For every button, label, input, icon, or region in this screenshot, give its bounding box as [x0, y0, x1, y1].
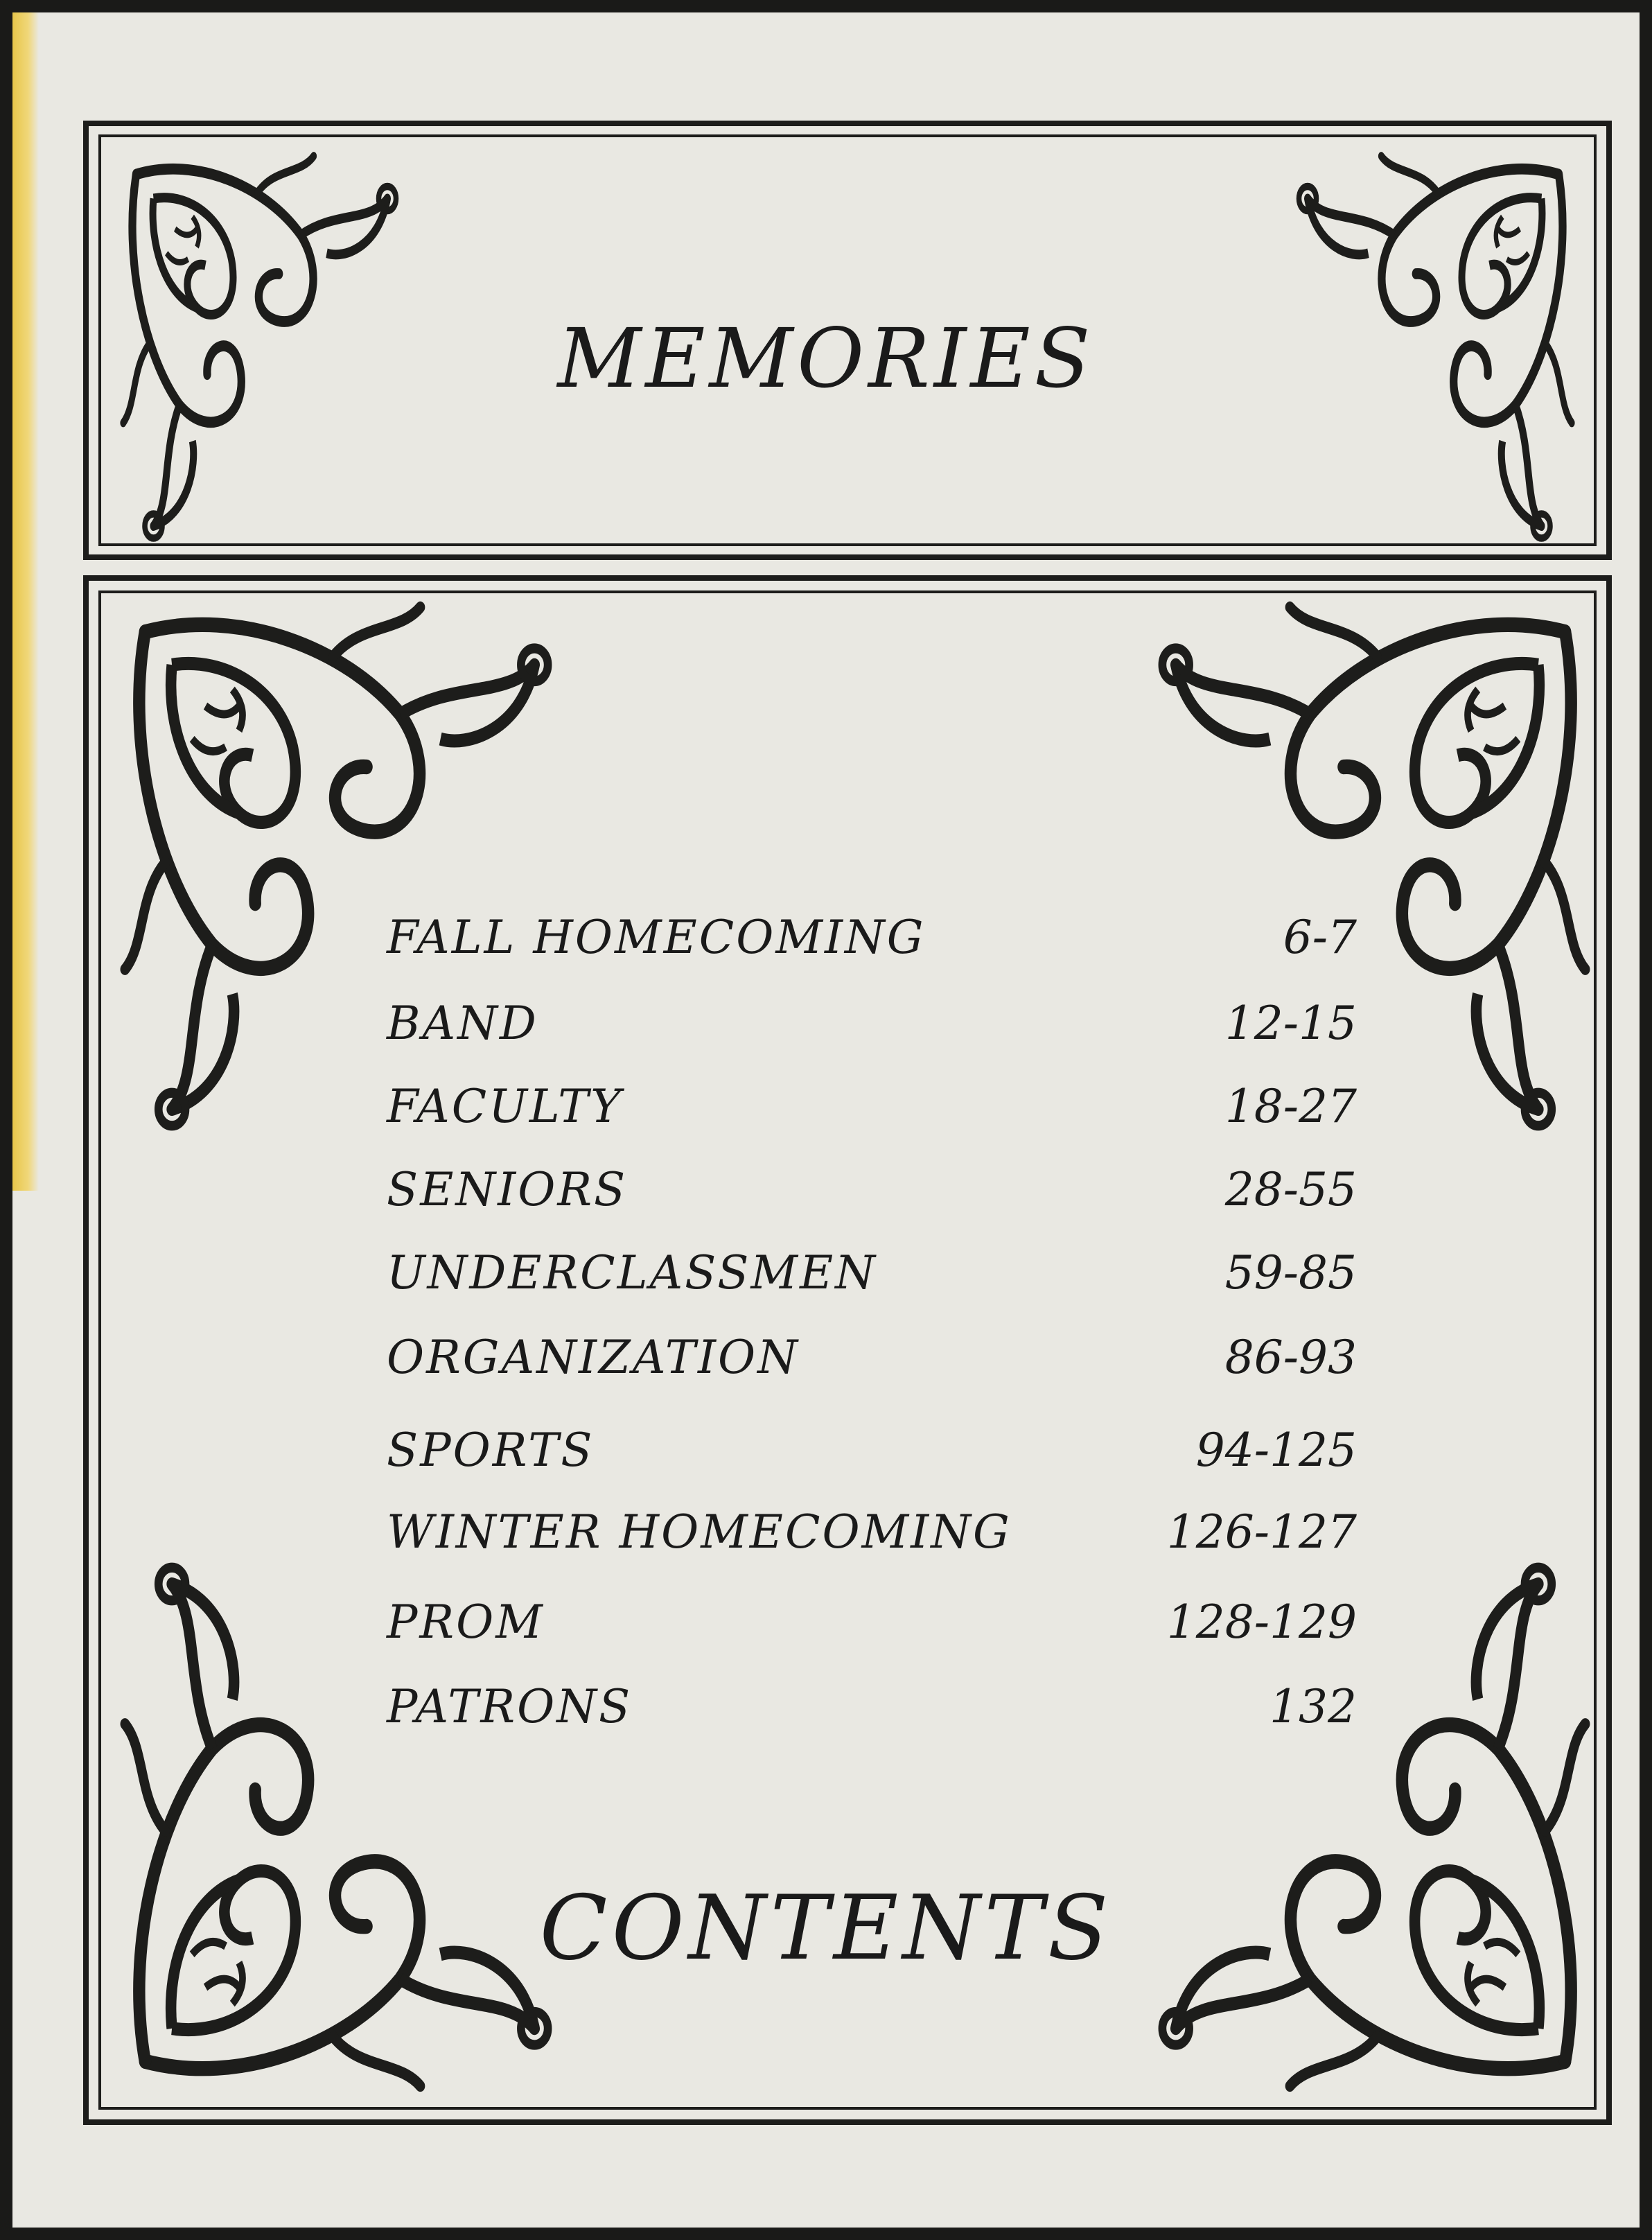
toc-entry-label: FACULTY: [387, 1080, 623, 1133]
toc-entry-label: PATRONS: [387, 1680, 633, 1733]
toc-entry-pages: 94-125: [1195, 1424, 1357, 1477]
toc-entry-label: UNDERCLASSMEN: [387, 1246, 877, 1300]
toc-entry-label: SPORTS: [387, 1424, 595, 1477]
toc-entry: [387, 1424, 1357, 1486]
toc-entry-pages: 132: [1269, 1680, 1357, 1733]
toc-entry-pages: 128-129: [1166, 1595, 1357, 1649]
acanthus-scroll-icon: [1290, 162, 1567, 550]
toc-entry-pages: 18-27: [1224, 1080, 1357, 1133]
acanthus-scroll-icon: [132, 1551, 561, 2078]
toc-entry-pages: 28-55: [1224, 1163, 1357, 1216]
toc-entry-label: WINTER HOMECOMING: [387, 1505, 1012, 1559]
toc-entry-label: PROM: [387, 1595, 545, 1649]
toc-entry-label: ORGANIZATION: [387, 1331, 800, 1384]
toc-entry-pages: 12-15: [1224, 997, 1357, 1050]
acanthus-scroll-icon: [132, 615, 561, 1142]
toc-entry-pages: 86-93: [1224, 1331, 1357, 1384]
toc-entry-pages: 6-7: [1283, 911, 1357, 964]
toc-entry: [387, 1163, 1357, 1225]
acanthus-scroll-icon: [1149, 615, 1579, 1142]
yearbook-page: [12, 12, 1640, 2228]
contents-title: CONTENTS: [539, 1877, 1113, 1980]
toc-entry: [387, 1246, 1357, 1309]
acanthus-scroll-icon: [1149, 1551, 1579, 2078]
acanthus-scroll-icon: [128, 162, 405, 550]
toc-entry-label: SENIORS: [387, 1163, 628, 1216]
memories-title: MEMORIES: [557, 310, 1095, 406]
toc-entry-pages: 59-85: [1224, 1246, 1357, 1300]
page-edge-stain: [12, 12, 39, 1191]
toc-entry-label: FALL HOMECOMING: [387, 911, 926, 964]
toc-entry-pages: 126-127: [1166, 1505, 1357, 1559]
toc-entry: [387, 1331, 1357, 1393]
toc-entry-label: BAND: [387, 997, 538, 1050]
